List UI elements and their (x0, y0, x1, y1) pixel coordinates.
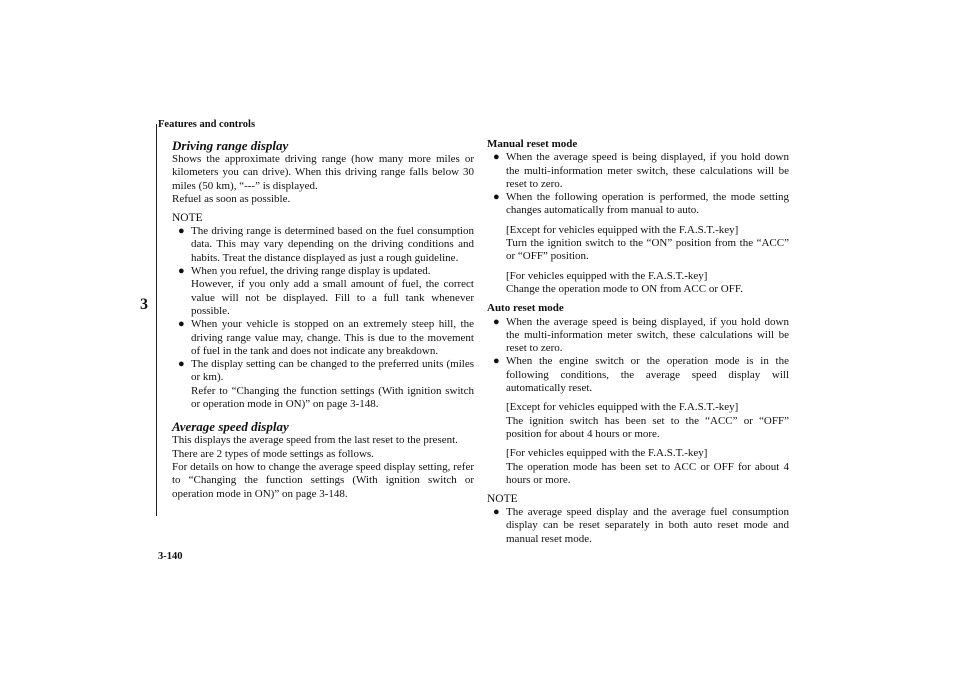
note-bullet (172, 318, 474, 358)
bullet-icon: ● (493, 191, 500, 204)
bullet-icon: ● (493, 506, 500, 519)
note-bullet (172, 265, 474, 318)
bullet-icon: ● (493, 355, 500, 368)
note-text: When you refuel, the driving range display is updated. (191, 265, 431, 278)
bullet-icon: ● (493, 315, 500, 328)
sub-condition-head: [Except for vehicles equipped with the F.A.S.T.-key] (506, 401, 739, 414)
note-bullet (172, 225, 474, 265)
right-column (487, 138, 789, 546)
chapter-number: 3 (140, 296, 148, 313)
bullet-text: When the following operation is performed, the mode setting changes automatically from manual to auto. (506, 191, 789, 217)
note-label: NOTE (172, 212, 203, 225)
note-bullet (487, 506, 789, 546)
auto-reset-heading: Auto reset mode (487, 302, 564, 315)
note-text: When your vehicle is stopped on an extremely steep hill, the driving range value may, change. This is due to the movement of fuel in the tank and does not indicate any breakdown. (191, 318, 474, 357)
note-text: The average speed display and the average fuel consumption display can be reset separately in both auto reset mode and manual reset mode. (506, 506, 789, 545)
sub-condition-text: Change the operation mode to ON from ACC or OFF. (506, 282, 743, 295)
page-number: 3-140 (158, 551, 183, 562)
average-speed-text: For details on how to change the average speed display setting, refer to “Changing the function settings (With ignition switch or operation mode in ON)” on page 3-148. (172, 460, 474, 500)
bullet-icon: ● (178, 318, 185, 331)
bullet-icon: ● (493, 151, 500, 164)
bullet-text: When the engine switch or the operation mode is in the following conditions, the average speed display will automatically reset. (506, 355, 789, 395)
bullet-text: When the average speed is being displayed, if you hold down the multi-information meter switch, these calculations will be reset to zero. (506, 315, 789, 355)
sub-condition-head: [For vehicles equipped with the F.A.S.T.-key] (506, 269, 708, 282)
driving-range-text: Shows the approximate driving range (how many more miles or kilometers you can drive). When this driving range falls below 30 miles (50 km), “---” is displayed. (172, 153, 474, 192)
note-bullet (172, 358, 474, 411)
sub-condition-text: The operation mode has been set to ACC or OFF for about 4 hours or more. (506, 460, 789, 486)
auto-bullet (487, 355, 789, 487)
bullet-icon: ● (178, 265, 185, 278)
chapter-tab-rule (134, 124, 157, 516)
sub-condition-text: Turn the ignition switch to the “ON” position from the “ACC” or “OFF” position. (506, 237, 789, 263)
sub-condition-head: [For vehicles equipped with the F.A.S.T.-key] (506, 447, 708, 460)
bullet-text: When the average speed is being displayed, if you hold down the multi-information meter switch, these calculations will be reset to zero. (506, 151, 789, 190)
refuel-text: Refuel as soon as possible. (172, 192, 291, 205)
manual-bullet (487, 191, 789, 296)
note-text: However, if you only add a small amount of fuel, the correct value will not be displayed. Fill to a full tank whenever possible. (191, 278, 474, 317)
sub-condition-head: [Except for vehicles equipped with the F.A.S.T.-key] (506, 223, 739, 236)
bullet-icon: ● (178, 225, 185, 238)
note-label: NOTE (487, 493, 518, 506)
running-header: Features and controls (158, 119, 256, 130)
left-column (172, 138, 474, 501)
average-speed-text: This displays the average speed from the last reset to the present. (172, 434, 458, 447)
sub-condition-text: The ignition switch has been set to the “ACC” or “OFF” position for about 4 hours or more. (506, 414, 789, 440)
average-speed-heading: Average speed display (172, 419, 289, 435)
manual-bullet (487, 151, 789, 191)
average-speed-text: There are 2 types of mode settings as follows. (172, 447, 374, 460)
bullet-icon: ● (178, 358, 185, 371)
manual-reset-heading: Manual reset mode (487, 138, 578, 150)
driving-range-heading: Driving range display (172, 138, 289, 153)
note-text: The driving range is determined based on the fuel consumption data. This may vary depending on the driving conditions and habits. Treat the distance displayed as just a rough guideline. (191, 225, 474, 264)
note-text: Refer to “Changing the function settings (With ignition switch or operation mode in ON)” on page 3-148. (191, 384, 474, 411)
note-text: The display setting can be changed to the preferred units (miles or km). (191, 358, 474, 384)
auto-bullet (487, 316, 789, 356)
